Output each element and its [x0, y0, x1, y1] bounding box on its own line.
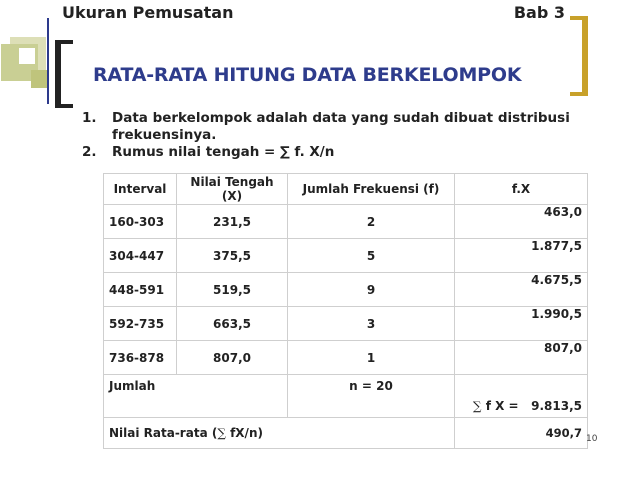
- table-cell: 807,0: [455, 341, 588, 375]
- table-header-row: [104, 174, 588, 205]
- table-row: [104, 307, 588, 341]
- average-label: [104, 418, 455, 449]
- table-cell: 304-447: [104, 239, 177, 273]
- list-text: Rumus nilai tengah = ∑ f. X/n: [112, 144, 335, 160]
- table-cell: 1.877,5: [455, 239, 588, 273]
- list-number: 1.: [82, 110, 97, 126]
- table-cell: 519,5: [177, 273, 288, 307]
- list-item: [82, 110, 582, 144]
- header-chapter: Bab 3: [513, 3, 565, 22]
- column-header: Jumlah Frekuensi (f): [288, 174, 455, 205]
- table-cell: 4.675,5: [455, 273, 588, 307]
- column-header: Nilai Tengah (X): [177, 174, 288, 205]
- table-cell: 448-591: [104, 273, 177, 307]
- bullet-list: [82, 110, 582, 161]
- frequency-table: [103, 173, 588, 449]
- table-cell: 592-735: [104, 307, 177, 341]
- sum-fx-text: f X =: [485, 399, 519, 413]
- list-number: 2.: [82, 144, 97, 160]
- table-sum-row: [104, 375, 588, 418]
- table-cell: 1.990,5: [455, 307, 588, 341]
- table-cell: 807,0: [177, 341, 288, 375]
- header-topic: Ukuran Pemusatan: [62, 3, 234, 22]
- average-label-suffix: fX/n): [225, 426, 263, 440]
- sigma-symbol: ∑: [472, 399, 482, 413]
- sigma-symbol: ∑: [217, 426, 226, 440]
- table-cell: 2: [288, 205, 455, 239]
- table-cell: 5: [288, 239, 455, 273]
- column-header: Interval: [104, 174, 177, 205]
- table-cell: 663,5: [177, 307, 288, 341]
- sum-fx: [455, 375, 588, 418]
- table-cell: 160-303: [104, 205, 177, 239]
- page-number: 10: [586, 434, 598, 444]
- list-text: Data berkelompok adalah data yang sudah dibuat distribusi frekuensinya.: [112, 110, 570, 143]
- table-cell: 736-878: [104, 341, 177, 375]
- table-average-row: [104, 418, 588, 449]
- table-row: [104, 239, 588, 273]
- table-cell: 1: [288, 341, 455, 375]
- decor-square: [19, 48, 35, 64]
- average-value: 490,7: [455, 418, 588, 449]
- table-row: [104, 205, 588, 239]
- table-cell: 9: [288, 273, 455, 307]
- sum-label: Jumlah: [104, 375, 288, 418]
- right-bracket-decor: [570, 16, 588, 96]
- average-label-prefix: Nilai Rata-rata (: [109, 426, 218, 440]
- column-header: f.X: [455, 174, 588, 205]
- table-cell: 3: [288, 307, 455, 341]
- table-cell: 231,5: [177, 205, 288, 239]
- list-item: [82, 144, 582, 161]
- sum-fx-value: 9.813,5: [531, 399, 582, 413]
- table-row: [104, 273, 588, 307]
- table-row: [104, 341, 588, 375]
- table-cell: 375,5: [177, 239, 288, 273]
- left-bracket-decor: [55, 40, 73, 108]
- table-cell: 463,0: [455, 205, 588, 239]
- sum-n: n = 20: [288, 375, 455, 418]
- slide-title: RATA-RATA HITUNG DATA BERKELOMPOK: [93, 64, 522, 86]
- decor-vertical-line: [47, 18, 49, 104]
